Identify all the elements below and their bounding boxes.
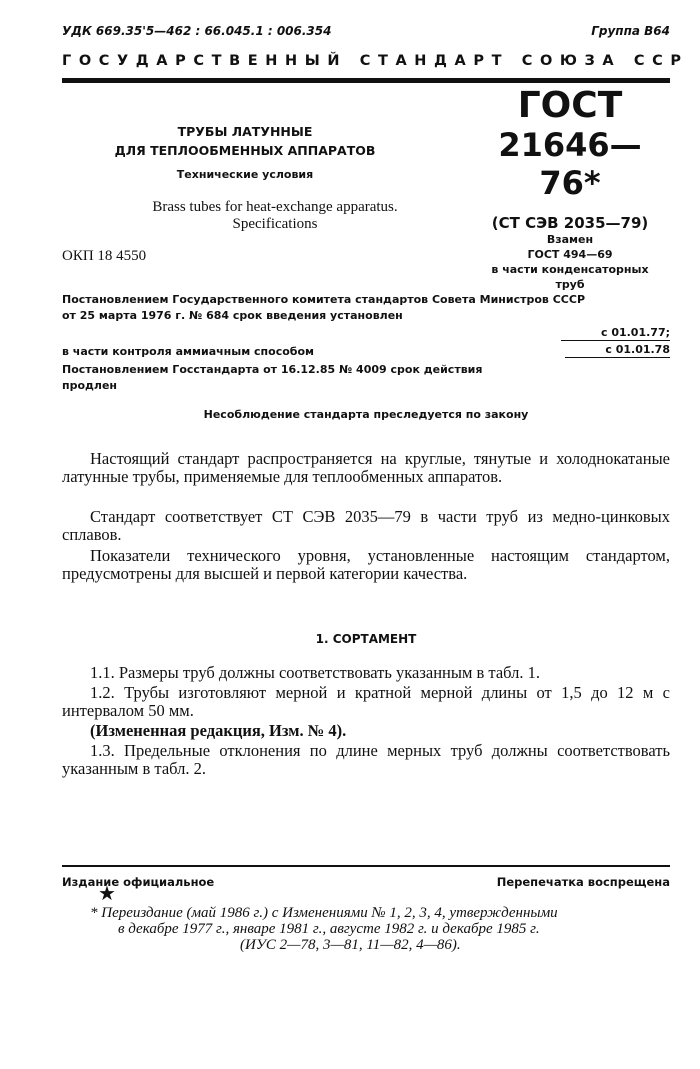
resolution-line-5: продлен — [62, 379, 118, 392]
gost-label: ГОСТ — [517, 85, 623, 126]
clause-1-3: 1.3. Предельные отклонения по длине мерных труб должны соответствовать указанным в табл. 2. — [62, 741, 670, 778]
resolution-line-4: Постановлением Госстандарта от 16.12.85 № 4009 срок действия — [62, 363, 483, 376]
udk-code: УДК 669.35'5—462 : 66.045.1 : 006.354 — [62, 24, 332, 38]
replaces-note-2: труб — [555, 278, 585, 291]
standard-header: ГОСУДАРСТВЕННЫЙ СТАНДАРТ СОЮЗА ССР — [62, 53, 689, 69]
intro-paragraph-3: Показатели технического уровня, установленные настоящим стандартом, предусмотрены для высшей и первой категории качества. — [62, 546, 670, 583]
resolution-line-2: от 25 марта 1976 г. № 684 срок введения установлен — [62, 309, 403, 322]
resolution-line-3: в части контроля аммиачным способом — [62, 345, 315, 358]
footer-divider — [62, 865, 670, 867]
english-title — [110, 199, 440, 233]
replaces-gost: ГОСТ 494—69 — [527, 248, 613, 261]
intro-paragraph-1: Настоящий стандарт распространяется на круглые, тянутые и холоднокатаные латунные трубы, применяемые для теплообменных аппаратов. — [62, 449, 670, 486]
intro-paragraph-2: Стандарт соответствует СТ СЭВ 2035—79 в части труб из медно-цинковых сплавов. — [62, 507, 670, 544]
subtitle: Технические условия — [176, 168, 314, 181]
gost-number: 21646—76* — [498, 126, 642, 202]
footnote-line-1: * Переиздание (май 1986 г.) с Изменениями № 1, 2, 3, 4, утвержденными — [90, 905, 558, 921]
clause-1-2: 1.2. Трубы изготовляют мерной и кратной мерной длины от 1,5 до 12 м с интервалом 50 мм. — [62, 683, 670, 720]
resolution-date-1: с 01.01.77; — [561, 326, 670, 341]
star-icon: ★ — [98, 883, 116, 905]
footnote-line-3: (ИУС 2—78, 3—81, 11—82, 4—86). — [240, 937, 461, 953]
clause-1-1: 1.1. Размеры труб должны соответствовать указанным в табл. 1. — [90, 663, 541, 682]
edition-label: Издание официальное — [62, 875, 215, 889]
english-title-line-2: Specifications — [232, 216, 318, 232]
gost-block — [470, 86, 670, 292]
resolution-extension — [62, 362, 670, 394]
resolution-block — [62, 292, 670, 324]
group-code: Группа В64 — [591, 24, 670, 38]
change-note — [62, 722, 670, 740]
title-line-2: ДЛЯ ТЕПЛООБМЕННЫХ АППАРАТОВ — [114, 143, 376, 158]
reprint-notice: Перепечатка воспрещена — [496, 875, 670, 889]
resolution-date-2: с 01.01.78 — [565, 343, 670, 358]
resolution-line-1: Постановлением Государственного комитета стандартов Совета Министров СССР — [62, 293, 585, 306]
english-title-line-1: Brass tubes for heat-exchange apparatus. — [152, 199, 398, 215]
replaces-note-1: в части конденсаторных — [491, 263, 649, 276]
change-note-text: (Измененная редакция, Изм. № 4). — [90, 721, 347, 740]
section-heading: 1. СОРТАМЕНТ — [315, 632, 417, 646]
okp-code: ОКП 18 4550 — [62, 248, 147, 264]
st-sev: (СТ СЭВ 2035—79) — [491, 214, 649, 232]
footnote — [90, 905, 650, 953]
header-divider — [62, 78, 670, 83]
footnote-line-2: в декабре 1977 г., январе 1981 г., августе 1982 г. и декабре 1985 г. — [118, 921, 540, 937]
title-line-1: ТРУБЫ ЛАТУННЫЕ — [177, 124, 313, 139]
legal-notice: Несоблюдение стандарта преследуется по закону — [203, 408, 529, 421]
replaces-label: Взамен — [546, 233, 594, 246]
